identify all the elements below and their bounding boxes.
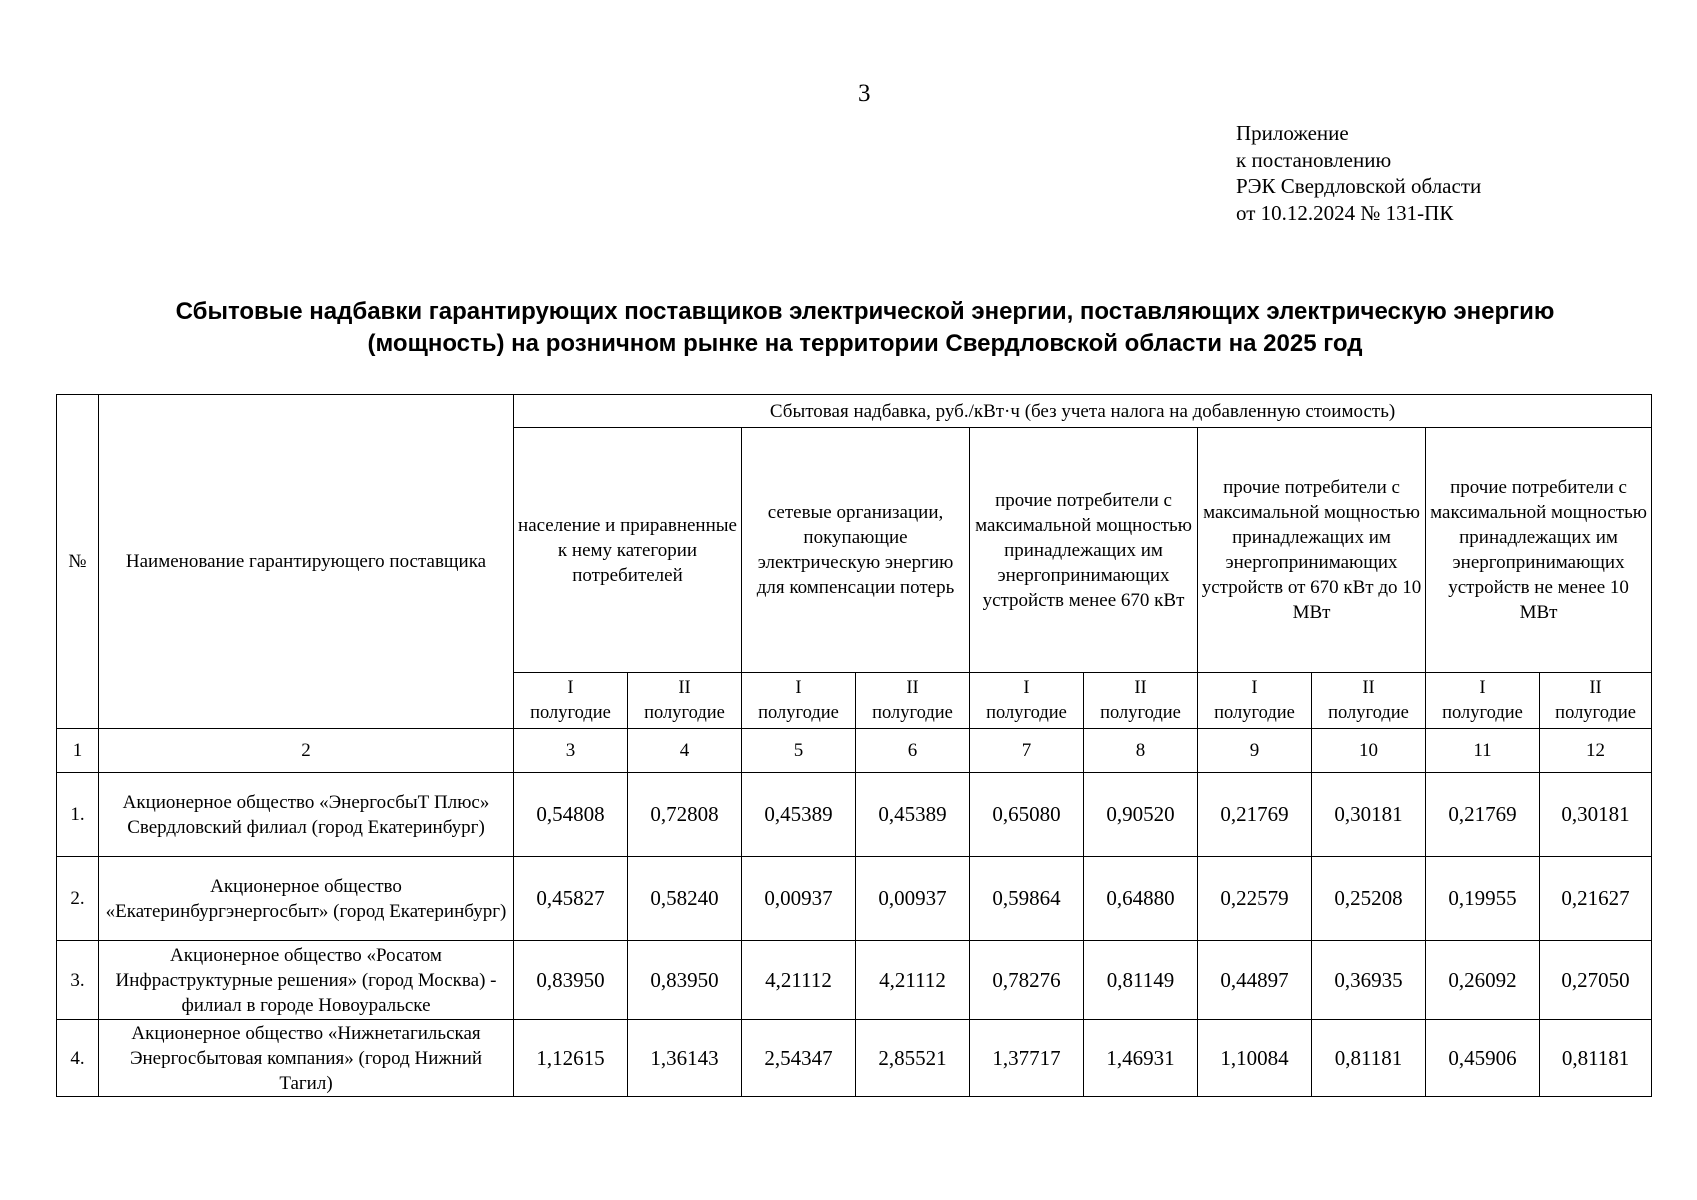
header-half: II полугодие <box>856 673 970 729</box>
value-cell: 0,54808 <box>514 773 628 857</box>
value-cell: 1,37717 <box>970 1020 1084 1097</box>
value-cell: 0,58240 <box>628 857 742 941</box>
header-half: I полугодие <box>970 673 1084 729</box>
row-index: 2. <box>57 857 99 941</box>
header-category: население и приравненные к нему категории потребителей <box>514 428 742 673</box>
value-cell: 0,36935 <box>1312 941 1426 1020</box>
title-line: (мощность) на розничном рынке на территории Свердловской области на 2025 год <box>367 330 1363 357</box>
row-index: 3. <box>57 941 99 1020</box>
table-row <box>57 773 1652 857</box>
value-cell: 0,22579 <box>1198 857 1312 941</box>
row-index: 1. <box>57 773 99 857</box>
header-half: II полугодие <box>1084 673 1198 729</box>
header-category: сетевые организации, покупающие электрическую энергию для компенсации потерь <box>742 428 970 673</box>
value-cell: 1,36143 <box>628 1020 742 1097</box>
value-cell: 2,85521 <box>856 1020 970 1097</box>
value-cell: 0,45389 <box>742 773 856 857</box>
table-row <box>57 941 1652 1020</box>
column-number: 7 <box>970 729 1084 773</box>
header-category: прочие потребители с максимальной мощностью принадлежащих им энергопринимающих устройств менее 670 кВт <box>970 428 1198 673</box>
value-cell: 0,30181 <box>1312 773 1426 857</box>
value-cell: 4,21112 <box>856 941 970 1020</box>
header-half: I полугодие <box>1426 673 1540 729</box>
value-cell: 0,21769 <box>1426 773 1540 857</box>
value-cell: 0,81181 <box>1540 1020 1652 1097</box>
row-index: 4. <box>57 1020 99 1097</box>
value-cell: 0,19955 <box>1426 857 1540 941</box>
column-number-row <box>57 729 1652 773</box>
value-cell: 0,27050 <box>1540 941 1652 1020</box>
header-group: Сбытовая надбавка, руб./кВт·ч (без учета налога на добавленную стоимость) <box>514 395 1652 428</box>
value-cell: 0,83950 <box>514 941 628 1020</box>
value-cell: 0,25208 <box>1312 857 1426 941</box>
appendix-line: РЭК Свердловской области <box>1236 174 1482 198</box>
supplier-name: Акционерное общество «Екатеринбургэнергосбыт» (город Екатеринбург) <box>99 857 514 941</box>
supplier-name: Акционерное общество «Нижнетагильская Энергосбытовая компания» (город Нижний Тагил) <box>99 1020 514 1097</box>
header-half: I полугодие <box>514 673 628 729</box>
column-number: 3 <box>514 729 628 773</box>
value-cell: 0,81181 <box>1312 1020 1426 1097</box>
value-cell: 2,54347 <box>742 1020 856 1097</box>
header-row-group <box>57 395 1652 428</box>
value-cell: 0,90520 <box>1084 773 1198 857</box>
title-line: Сбытовые надбавки гарантирующих поставщиков электрической энергии, поставляющих электрическую энергию <box>175 298 1555 325</box>
value-cell: 0,21627 <box>1540 857 1652 941</box>
appendix-line: от 10.12.2024 № 131-ПК <box>1236 200 1454 225</box>
value-cell: 0,00937 <box>742 857 856 941</box>
value-cell: 1,12615 <box>514 1020 628 1097</box>
column-number: 8 <box>1084 729 1198 773</box>
value-cell: 0,30181 <box>1540 773 1652 857</box>
value-cell: 1,10084 <box>1198 1020 1312 1097</box>
value-cell: 0,59864 <box>970 857 1084 941</box>
value-cell: 0,45906 <box>1426 1020 1540 1097</box>
appendix-block <box>1236 120 1481 226</box>
value-cell: 4,21112 <box>742 941 856 1020</box>
header-name: Наименование гарантирующего поставщика <box>99 395 514 729</box>
appendix-line: к постановлению <box>1236 147 1392 172</box>
value-cell: 0,64880 <box>1084 857 1198 941</box>
value-cell: 0,26092 <box>1426 941 1540 1020</box>
value-cell: 0,00937 <box>856 857 970 941</box>
supplier-name: Акционерное общество «ЭнергосбыТ Плюс» Свердловский филиал (город Екатеринбург) <box>99 773 514 857</box>
header-num: № <box>57 395 99 729</box>
table-row <box>57 1020 1652 1097</box>
value-cell: 0,44897 <box>1198 941 1312 1020</box>
page-number: 3 <box>858 80 871 107</box>
value-cell: 0,83950 <box>628 941 742 1020</box>
header-category: прочие потребители с максимальной мощностью принадлежащих им энергопринимающих устройств не менее 10 МВт <box>1426 428 1652 673</box>
value-cell: 0,21769 <box>1198 773 1312 857</box>
appendix-line: Приложение <box>1236 121 1349 145</box>
column-number: 6 <box>856 729 970 773</box>
header-half: I полугодие <box>742 673 856 729</box>
value-cell: 0,72808 <box>628 773 742 857</box>
value-cell: 1,46931 <box>1084 1020 1198 1097</box>
value-cell: 0,78276 <box>970 941 1084 1020</box>
value-cell: 0,65080 <box>970 773 1084 857</box>
value-cell: 0,81149 <box>1084 941 1198 1020</box>
header-half: I полугодие <box>1198 673 1312 729</box>
supplier-name: Акционерное общество «Росатом Инфраструктурные решения» (город Москва) - филиал в городе Новоуральске <box>99 941 514 1020</box>
column-number: 10 <box>1312 729 1426 773</box>
column-number: 9 <box>1198 729 1312 773</box>
document-title <box>60 296 1670 360</box>
column-number: 11 <box>1426 729 1540 773</box>
value-cell: 0,45827 <box>514 857 628 941</box>
column-number: 1 <box>57 729 99 773</box>
table-row <box>57 857 1652 941</box>
header-category: прочие потребители с максимальной мощностью принадлежащих им энергопринимающих устройств от 670 кВт до 10 МВт <box>1198 428 1426 673</box>
value-cell: 0,45389 <box>856 773 970 857</box>
header-half: II полугодие <box>628 673 742 729</box>
column-number: 12 <box>1540 729 1652 773</box>
header-half: II полугодие <box>1312 673 1426 729</box>
header-half: II полугодие <box>1540 673 1652 729</box>
markup-table <box>56 394 1652 1097</box>
column-number: 2 <box>99 729 514 773</box>
column-number: 4 <box>628 729 742 773</box>
column-number: 5 <box>742 729 856 773</box>
